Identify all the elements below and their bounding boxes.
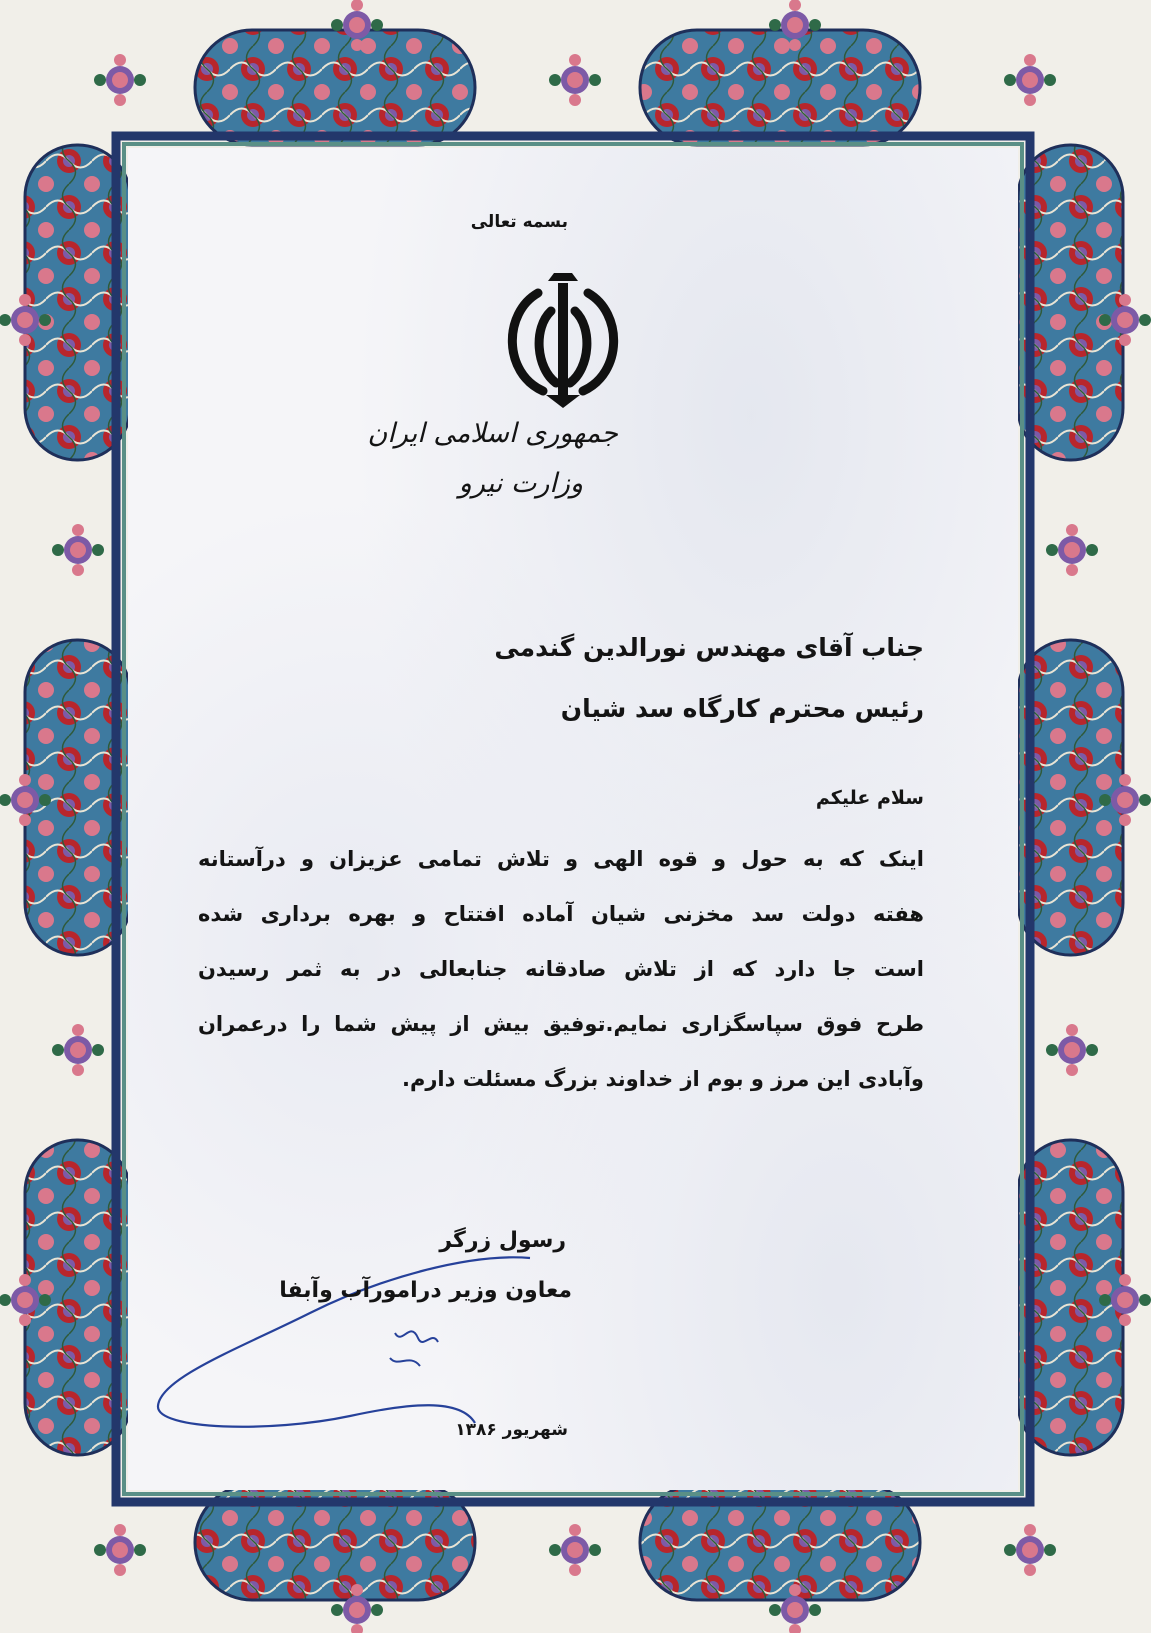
body-line: طرح فوق سپاسگزاری نمایم.توفیق بیش از پیش شما را درعمران: [198, 1012, 924, 1036]
republic-title: جمهوری اسلامی ایران: [367, 418, 618, 449]
body-line: است جا دارد که از تلاش صادقانه جنابعالی در به ثمر رسیدن: [198, 957, 924, 981]
certificate-panel: [128, 148, 1018, 1490]
recipient-position: رئیس محترم کارگاه سد شیان: [560, 694, 924, 723]
basmala-heading: بسمه تعالی: [470, 212, 568, 232]
greeting: سلام علیکم: [815, 787, 924, 809]
letter-date: شهریور ۱۳۸۶: [455, 1420, 568, 1440]
signer-name: رسول زرگر: [439, 1228, 566, 1253]
body-line: وآبادی این مرز و بوم از خداوند بزرگ مسئلت دارم.: [401, 1067, 924, 1091]
signature-mark: [140, 1238, 560, 1438]
emblem-icon: [498, 273, 628, 408]
letter-body: [198, 832, 924, 1107]
body-line: هفته دولت سد مخزنی شیان آماده افتتاح و بهره برداری شده: [198, 902, 924, 926]
ministry-title: وزارت نیرو: [458, 468, 583, 499]
signer-title: معاون وزیر درامورآب وآبفا: [279, 1278, 572, 1303]
body-line: اینک که به حول و قوه الهی و تلاش تمامی عزیزان و درآستانه: [198, 847, 924, 871]
recipient-name: جناب آقای مهندس نورالدین گندمی: [494, 633, 924, 662]
